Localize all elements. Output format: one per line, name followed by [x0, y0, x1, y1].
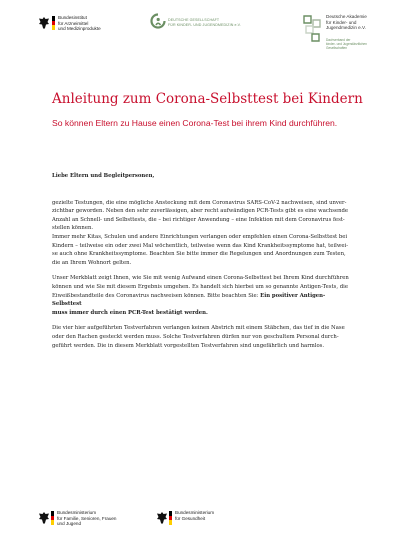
- body-line: oder den Rachen gesteckt werden muss. Solche Testverfahren dürfen nur von geschultem Personal durch-: [52, 333, 339, 340]
- bmg-logo-text: [175, 510, 214, 521]
- body-line: Kindern – teilweise ein oder zwei Mal wöchentlich, teilweise wenn das Kind Krankheitssymptome hat, teilwei-: [52, 242, 348, 249]
- akademie-sub-line: Dachverband der: [326, 38, 351, 42]
- body-line: [52, 292, 352, 309]
- body-line: Immer mehr Kitas, Schulen und andere Einrichtungen verlangen oder empfehlen einen Corona-Selbsttest bei: [52, 233, 348, 240]
- salutation: Liebe Eltern und Begleitpersonen,: [52, 173, 155, 179]
- bfarm-logo-text: [58, 15, 101, 32]
- german-flag-icon: [169, 511, 172, 525]
- bmfsfj-logo-line: für Familie, Senioren, Frauen: [57, 515, 117, 521]
- document-title: Anleitung zum Corona-Selbsttest bei Kindern: [52, 91, 363, 107]
- paragraph-merkblatt: [52, 274, 352, 317]
- bfarm-logo-line: und Medizinprodukte: [58, 26, 101, 32]
- german-flag-icon: [52, 16, 55, 30]
- akademie-logo-line: Deutsche Akademie: [326, 14, 367, 19]
- akademie-logo-subtext: [326, 38, 367, 50]
- federal-eagle-icon: [156, 511, 168, 525]
- document-subtitle: So können Eltern zu Hause einen Corona-Test bei ihrem Kind durchführen.: [52, 118, 338, 128]
- akademie-logo-line: Jugendmedizin e.V.: [326, 25, 366, 31]
- dgkj-emblem-icon: [150, 13, 166, 29]
- akademie-sub-line: kinder- und Jugendärztlichen: [326, 42, 367, 46]
- akademie-logo-text: [326, 14, 367, 31]
- body-line: Die vier hier aufgeführten Testverfahren verlangen keinen Abstrich mit einem Stäbchen, das tief in die Nase: [52, 325, 345, 332]
- pcr-warning-bold: muss immer durch einen PCR-Test bestätigt werden.: [52, 309, 208, 316]
- bmg-logo-line: Bundesministerium: [175, 510, 215, 515]
- body-line: geführt werden. Die in diesem Merkblatt vorgestellten Testverfahren sind ungefährlich und harmlos.: [52, 342, 325, 349]
- bmg-logo-line: für Gesundheit: [175, 515, 206, 521]
- body-line: stellen können.: [52, 225, 94, 232]
- document-body: [52, 172, 352, 350]
- bmg-logo: [156, 509, 256, 535]
- dgkj-logo-line: FÜR KINDER- UND JUGENDMEDIZIN e.V.: [168, 22, 241, 27]
- bfarm-logo-line: Bundesinstitut: [58, 15, 87, 20]
- federal-eagle-icon: [38, 16, 50, 30]
- german-flag-icon: [51, 511, 54, 525]
- paragraph-testverfahren: [52, 324, 352, 350]
- body-line: die an Ihrem Wohnort gelten.: [52, 259, 132, 266]
- body-line: gezielte Testungen, die eine mögliche Ansteckung mit dem Coronavirus SARS-CoV-2 nachweisen, sind unver-: [52, 199, 347, 206]
- body-text: Eiweißbestandteile des Coronavirus nachweisen können. Bitte beachten Sie:: [52, 292, 261, 299]
- federal-eagle-icon: [38, 511, 50, 525]
- body-line: se auch ohne Krankheitssymptome. Beachten Sie bitte immer die Regelungen und Anordnungen zum Testen,: [52, 251, 346, 258]
- akademie-logo: [300, 12, 380, 52]
- dgkj-logo-text: [168, 18, 241, 27]
- dgkj-logo: [150, 13, 285, 33]
- akademie-sub-line: Gesellschaften: [326, 46, 348, 50]
- dgkj-logo-line: DEUTSCHE GESELLSCHAFT: [168, 18, 220, 22]
- body-line: Anzahl an Schnell- und Selbsttests, die – bei richtiger Anwendung – eine Infektion mit dem Coronavirus fest-: [52, 216, 345, 223]
- bmfsfj-logo-text: [57, 510, 117, 527]
- bmfsfj-logo-line: Bundesministerium: [57, 510, 97, 515]
- body-line: Unser Merkblatt zeigt Ihnen, wie Sie mit wenig Aufwand einen Corona-Selbsttest bei Ihrem Kind durchführen: [52, 275, 349, 282]
- bfarm-logo: [38, 14, 128, 42]
- body-line: können und wie Sie mit diesem Ergebnis umgehen. Es handelt sich hierbei um so genannte Antigen-Tests, die: [52, 283, 348, 290]
- paragraph-intro: [52, 199, 352, 268]
- body-line: [52, 309, 352, 318]
- akademie-logo-line: für Kinder- und: [326, 19, 357, 25]
- akademie-emblem-icon: [300, 12, 324, 48]
- pcr-warning-bold: Ein positiver Antigen-Selbsttest: [52, 292, 326, 308]
- body-line: zichtbar geworden. Neben den sehr zuverlässigen, aber recht aufwändigen PCR-Tests gibt es eine wachsende: [52, 208, 349, 215]
- bmfsfj-logo: [38, 509, 138, 535]
- bfarm-logo-line: für Arzneimittel: [58, 20, 89, 26]
- bmfsfj-logo-line: und Jugend: [57, 521, 82, 527]
